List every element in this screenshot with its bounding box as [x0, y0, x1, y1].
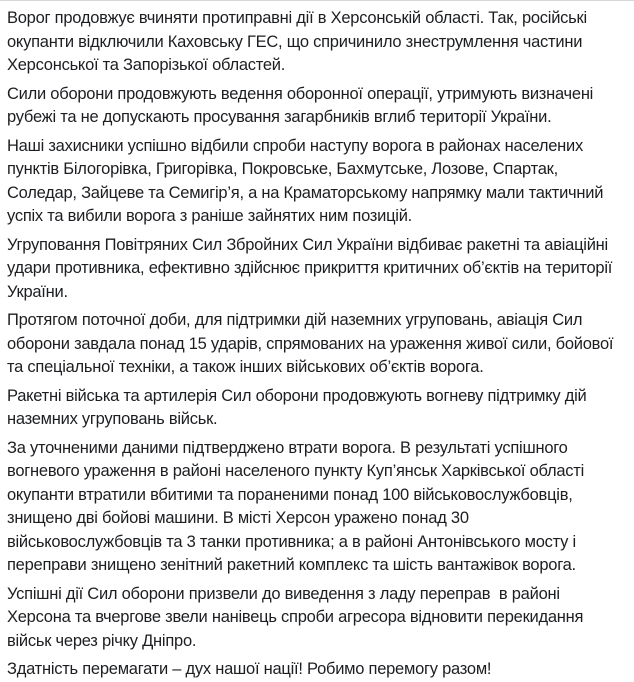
paragraph: Протягом поточної доби, для підтримки дій наземних угруповань, авіація Сил оборони завдала понад 15 ударів, спрямованих на ураження живої сили, бойової та спеціальної техніки, а також інших військових об’єктів ворога.	[7, 311, 618, 376]
paragraph: Сили оборони продовжують ведення оборонної операції, утримують визначені рубежі та не допускають просування загарбників вглиб території України.	[7, 84, 598, 126]
paragraph: Успішні дії Сил оборони призвели до виведення з ладу переправ в районі Херсона та вчергове звели нанівець спроби агресора відновити перекидання військ через річку Дніпро.	[7, 584, 588, 650]
paragraph: Наші захисники успішно відбили спроби наступу ворога в районах населених пунктів Білогорівка, Григорівка, Покровське, Бахмутське, Лозове, Спартак, Соледар, Зайцеве та Семигір’я, а на Краматорському напрямку мали тактичний успіх та вибили ворога з раніше зайнятих ним позицій.	[7, 136, 608, 225]
paragraph: За уточненими даними підтверджено втрати ворога. В результаті успішного вогневого ураження в районі населеного пункту Куп’янськ Харківської області окупанти втратили вбитими та пораненими понад 100 військовослужбовців, знищено дві бойові машини. В місті Херсон уражено понад 30 військовослужбовців та 3 танки противника; а в районі Антонівського мосту і переправи знищено зенітний ракетний комплекс та шість вантажівок ворога.	[7, 438, 589, 574]
paragraph: Ворог продовжує вчиняти протиправні дії в Херсонській області. Так, російські окупанти відключили Каховську ГЕС, що спричинило знеструмлення частини Херсонської та Запорізької областей.	[7, 9, 592, 74]
paragraph: Ракетні війська та артилерія Сил оборони продовжують вогневу підтримку дій наземних угруповань військ.	[7, 386, 591, 428]
paragraph: Здатність перемагати – дух нашої нації! Робимо перемогу разом!	[7, 660, 492, 678]
paragraph: Угруповання Повітряних Сил Збройних Сил України відбиває ракетні та авіаційні удари противника, ефективно здійснює прикриття критичних об’єктів на території України.	[7, 235, 617, 301]
